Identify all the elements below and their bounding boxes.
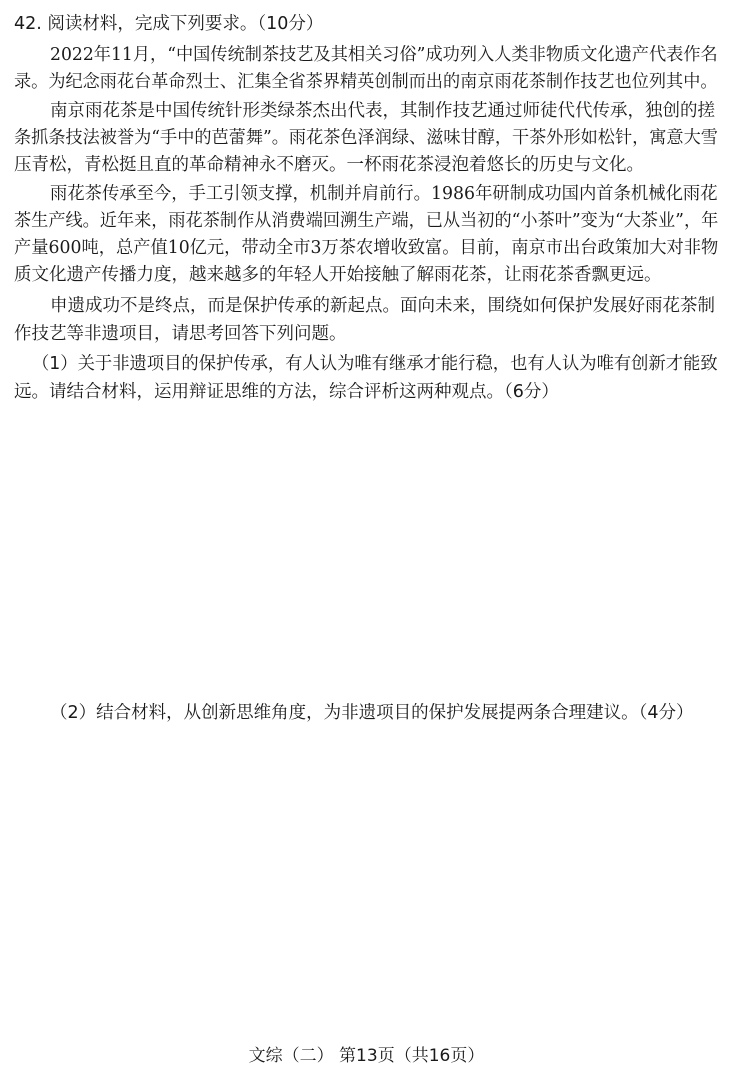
- paragraph-line: 申遗成功不是终点，而是保护传承的新起点。面向未来，围绕如何保护发展好雨花茶制: [50, 296, 715, 316]
- answer-area-2[interactable]: [14, 734, 714, 1024]
- paragraph-line: 2022年11月，“中国传统制茶技艺及其相关习俗”成功列入人类非物质文化遗产代表作名: [50, 45, 718, 65]
- paragraph-line: 压青松，青松挺且直的革命精神永不磨灭。一杯雨花茶浸泡着悠长的历史与文化。: [14, 155, 644, 175]
- paragraph-line: 茶生产线。近年来，雨花茶制作从消费端回溯生产端，已从当初的“小茶叶”变为“大茶业”，年: [14, 211, 719, 231]
- sub-question-line: 远。请结合材料，运用辩证思维的方法，综合评析这两种观点。（6分）: [14, 382, 559, 402]
- paragraph-line: 录。为纪念雨花台革命烈士、汇集全省茶界精英创制而出的南京雨花茶制作技艺也位列其中。: [14, 72, 718, 92]
- paragraph-line: 产量600吨，总产值10亿元，带动全市3万茶农增收致富。目前，南京市出台政策加大对非物: [14, 238, 719, 258]
- sub-question-line: （2）结合材料，从创新思维角度，为非遗项目的保护发展提两条合理建议。（4分）: [50, 703, 694, 723]
- answer-area-1[interactable]: [14, 410, 714, 690]
- paragraph-line: 质文化遗产传播力度，越来越多的年轻人开始接触了解雨花茶，让雨花茶香飘更远。: [14, 265, 662, 285]
- paragraph-line: 雨花茶传承至今，手工引领支撑，机制并肩前行。1986年研制成功国内首条机械化雨花: [50, 184, 718, 204]
- question-header: 42. 阅读材料，完成下列要求。（10分）: [14, 14, 324, 34]
- paragraph-line: 作技艺等非遗项目，请思考回答下列问题。: [14, 324, 347, 344]
- paragraph-line: 南京雨花茶是中国传统针形类绿茶杰出代表，其制作技艺通过师徒代代传承，独创的搓: [50, 101, 715, 121]
- page-footer: 文综（二） 第13页（共16页）: [248, 1046, 485, 1066]
- sub-question-line: （1）关于非遗项目的保护传承，有人认为唯有继承才能行稳，也有人认为唯有创新才能致: [32, 354, 718, 374]
- paragraph-line: 条抓条技法被誉为“手中的芭蕾舞”。雨花茶色泽润绿、滋味甘醇，干茶外形如松针，寓意大雪: [14, 128, 718, 148]
